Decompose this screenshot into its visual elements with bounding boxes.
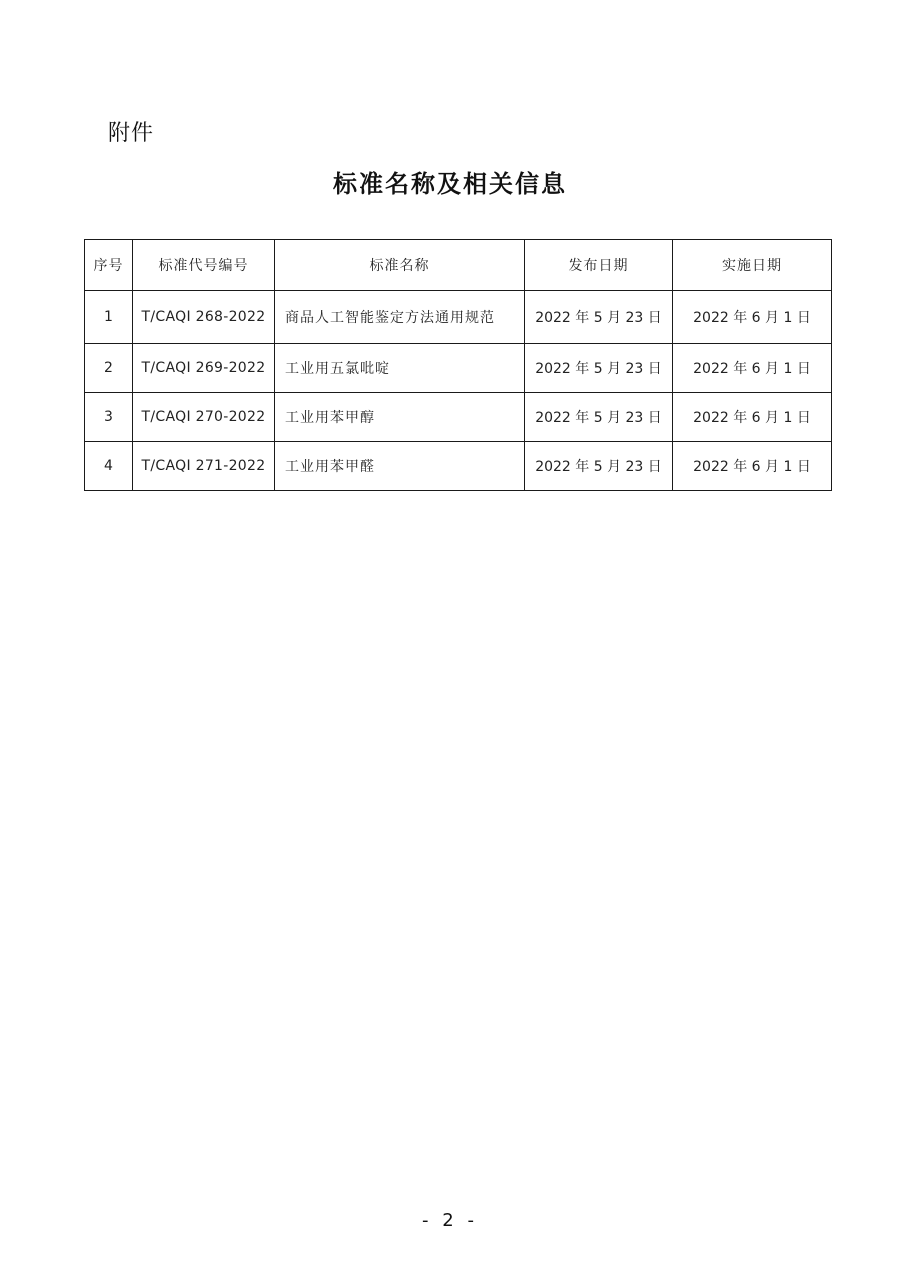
table-row bbox=[85, 291, 832, 344]
standard-name-cell: 工业用苯甲醛 bbox=[275, 442, 525, 491]
page-number: - 2 - bbox=[422, 1210, 478, 1231]
table-row bbox=[85, 442, 832, 491]
effective-date-cell: 2022 年 6 月 1 日 bbox=[673, 442, 832, 491]
standard-code-cell: T/CAQI 268-2022 bbox=[133, 291, 275, 344]
table-row bbox=[85, 344, 832, 393]
header-standard-code: 标准代号编号 bbox=[133, 240, 275, 291]
header-standard-name: 标准名称 bbox=[275, 240, 525, 291]
serial-number-cell: 1 bbox=[85, 291, 133, 344]
standard-name-cell: 工业用苯甲醇 bbox=[275, 393, 525, 442]
publish-date-cell: 2022 年 5 月 23 日 bbox=[525, 291, 673, 344]
table-row bbox=[85, 393, 832, 442]
standard-code-cell: T/CAQI 270-2022 bbox=[133, 393, 275, 442]
serial-number-cell: 3 bbox=[85, 393, 133, 442]
effective-date-cell: 2022 年 6 月 1 日 bbox=[673, 291, 832, 344]
effective-date-cell: 2022 年 6 月 1 日 bbox=[673, 344, 832, 393]
header-publish-date: 发布日期 bbox=[525, 240, 673, 291]
serial-number-cell: 4 bbox=[85, 442, 133, 491]
publish-date-cell: 2022 年 5 月 23 日 bbox=[525, 393, 673, 442]
header-effective-date: 实施日期 bbox=[673, 240, 832, 291]
header-serial-number: 序号 bbox=[85, 240, 133, 291]
publish-date-cell: 2022 年 5 月 23 日 bbox=[525, 442, 673, 491]
serial-number-cell: 2 bbox=[85, 344, 133, 393]
standard-code-cell: T/CAQI 269-2022 bbox=[133, 344, 275, 393]
table-header-row bbox=[85, 240, 832, 291]
standard-name-cell: 工业用五氯吡啶 bbox=[275, 344, 525, 393]
attachment-label: 附件 bbox=[108, 121, 155, 146]
effective-date-cell: 2022 年 6 月 1 日 bbox=[673, 393, 832, 442]
standard-code-cell: T/CAQI 271-2022 bbox=[133, 442, 275, 491]
standards-table bbox=[84, 239, 832, 491]
publish-date-cell: 2022 年 5 月 23 日 bbox=[525, 344, 673, 393]
standard-name-cell: 商品人工智能鉴定方法通用规范 bbox=[275, 291, 525, 344]
document-title: 标准名称及相关信息 bbox=[333, 169, 567, 198]
